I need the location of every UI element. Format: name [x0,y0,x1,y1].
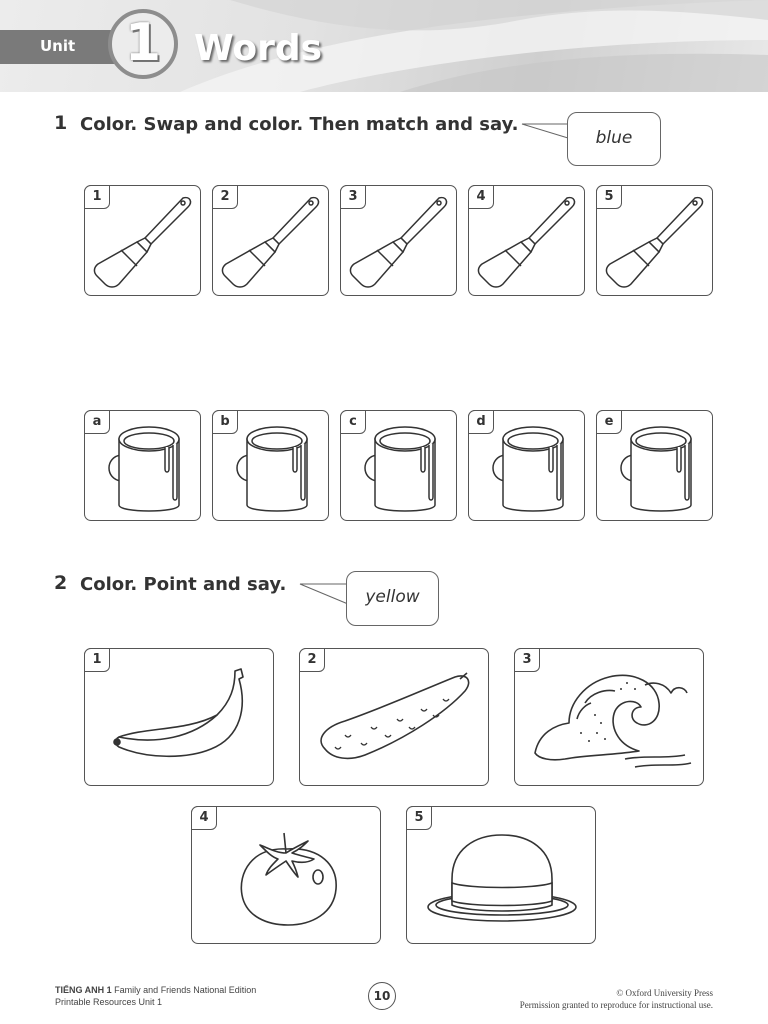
picture-card-wave[interactable] [514,648,704,786]
tomato-icon [232,825,342,935]
picture-card-hat[interactable] [406,806,596,944]
brush-card-4[interactable] [468,185,585,296]
card-label: 1 [84,185,110,209]
page-number: 10 [368,982,396,1010]
card-label: d [468,410,494,434]
card-label: 5 [596,185,622,209]
speech-pointer [520,118,570,148]
exercise-2-instruction: Color. Point and say. [80,574,287,595]
speech-bubble-yellow [346,571,439,626]
card-label: 3 [514,648,540,672]
card-label: a [84,410,110,434]
card-label: e [596,410,622,434]
brush-card-1[interactable] [84,185,201,296]
card-label: 2 [212,185,238,209]
page-title: Words [194,28,323,69]
speech-bubble-blue [567,112,661,166]
hat-icon [425,829,580,929]
cucumber-icon [315,669,475,769]
picture-card-banana[interactable] [84,648,274,786]
card-label: 4 [468,185,494,209]
paintbrush-icon [603,192,708,292]
paintbrush-icon [91,192,196,292]
brush-card-3[interactable] [340,185,457,296]
card-label: 3 [340,185,366,209]
card-label: 5 [406,806,432,830]
footer-book-brand: TIẾNG ANH 1 [55,985,112,995]
unit-label: Unit [40,37,76,55]
paint-can-card-b[interactable] [212,410,329,521]
paint-can-card-d[interactable] [468,410,585,521]
speech-pointer [298,580,350,610]
paintbrush-icon [475,192,580,292]
card-label: 1 [84,648,110,672]
footer-permission: Permission granted to reproduce for instructional use. [519,1000,713,1010]
paint-can-icon [359,417,449,517]
exercise-2-number: 2 [54,572,68,594]
speech-bubble-text: blue [595,128,633,148]
footer-book-info [55,984,256,1008]
picture-card-cucumber[interactable] [299,648,489,786]
footer-book-title: Family and Friends National Edition [111,985,257,995]
footer-resource: Printable Resources Unit 1 [55,997,163,1007]
banana-icon [107,657,257,777]
paint-can-icon [103,417,193,517]
brush-card-5[interactable] [596,185,713,296]
card-label: c [340,410,366,434]
card-label: 4 [191,806,217,830]
picture-card-tomato[interactable] [191,806,381,944]
paint-can-card-a[interactable] [84,410,201,521]
brush-card-2[interactable] [212,185,329,296]
paintbrush-icon [347,192,452,292]
paint-can-card-c[interactable] [340,410,457,521]
wave-icon [525,663,695,778]
paintbrush-icon [219,192,324,292]
speech-bubble-text: yellow [365,587,420,607]
paint-can-icon [615,417,705,517]
paint-can-card-e[interactable] [596,410,713,521]
paint-can-icon [231,417,321,517]
exercise-1-instruction: Color. Swap and color. Then match and say. [80,114,519,135]
footer-copyright-block [520,987,713,1011]
unit-number: 1 [124,13,162,73]
card-label: 2 [299,648,325,672]
exercise-1-number: 1 [54,112,68,134]
card-label: b [212,410,238,434]
footer-copyright: © Oxford University Press [616,988,713,998]
paint-can-icon [487,417,577,517]
